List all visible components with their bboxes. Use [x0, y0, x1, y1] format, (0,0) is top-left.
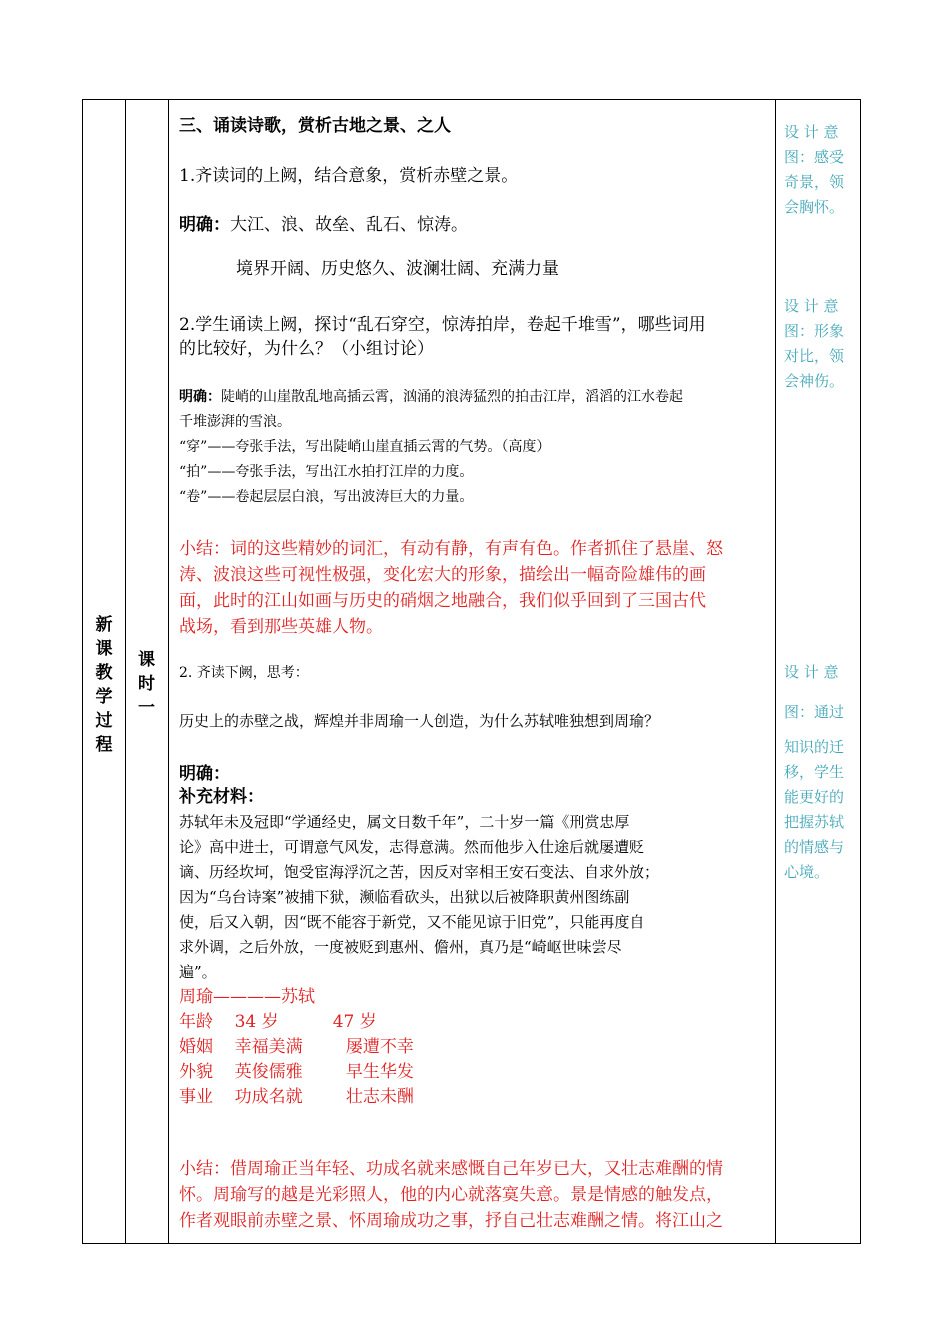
question-2-answer-line: 千堆澎湃的雪浪。: [179, 414, 291, 430]
design-note-line: 会神伤。: [784, 372, 845, 390]
design-note-line: 的情感与: [784, 838, 845, 856]
word-analysis-chuan: “穿”——夸张手法，写出陡峭山崖直插云霄的气势。（高度）: [179, 439, 551, 455]
summary-1-line: 小结：词的这些精妙的词汇，有动有静，有声有色。作者抓住了悬崖、怒: [179, 539, 723, 559]
question-2-line: 2.学生诵读上阙，探讨“乱石穿空，惊涛拍岸，卷起千堆雪”，哪些词用: [179, 315, 706, 335]
design-note-line: 会胸怀。: [784, 198, 845, 216]
design-note-line: 知识的迁: [784, 738, 845, 756]
phase-label-char: 课: [95, 639, 113, 659]
lesson-content: [179, 100, 769, 1243]
period-label: [125, 648, 168, 720]
design-note-line: 心境。: [784, 863, 830, 881]
question-3-answer-label: 明确：: [179, 764, 230, 784]
comparison-line: 年龄 34 岁 47 岁: [179, 1012, 377, 1032]
period-label-char: 时: [138, 674, 155, 694]
material-line: 论》高中进士，可谓意气风发，志得意满。然而他步入仕途后就屡遭贬: [179, 838, 645, 856]
design-note-line: 把握苏轼: [784, 813, 845, 831]
design-notes-column: [784, 100, 858, 1243]
material-line: 求外调，之后外放，一度被贬到惠州、儋州，真乃是“崎岖世味尝尽: [179, 938, 622, 956]
summary-2-line: 怀。周瑜写的越是光彩照人，他的内心就落寞失意。景是情感的触发点，: [179, 1185, 723, 1205]
word-analysis-pai: “拍”——夸张手法，写出江水拍打江岸的力度。: [179, 464, 474, 480]
summary-1-line: 战场，看到那些英雄人物。: [179, 617, 383, 637]
question-1: 1.齐读词的上阙，结合意象，赏析赤壁之景。: [179, 166, 519, 186]
material-line: 因为“乌台诗案”被捕下狱，濒临看砍头，出狱以后被降职黄州图练副: [179, 888, 630, 906]
design-note-line: 设 计 意: [784, 297, 839, 315]
material-line: 谪、历经坎坷，饱受宦海浮沉之苦，因反对宰相王安石变法、自求外放；: [179, 863, 660, 881]
comparison-line: 周瑜————苏轼: [179, 987, 315, 1007]
question-1-answer: [179, 213, 769, 237]
phase-label-char: 学: [95, 687, 113, 707]
material-line: 使，后又入朝，因“既不能容于新党，又不能见谅于旧党”，只能再度自: [179, 913, 645, 931]
design-note-line: 对比，领: [784, 347, 845, 365]
word-analysis-juan: “卷”——卷起层层白浪，写出波涛巨大的力量。: [179, 489, 474, 505]
phase-label-char: 程: [95, 735, 113, 755]
period-label-char: 课: [138, 650, 155, 670]
phase-label-char: 新: [95, 615, 113, 635]
question-3-prompt: 历史上的赤壁之战，辉煌并非周瑜一人创造，为什么苏轼唯独想到周瑜？: [179, 712, 660, 730]
design-note-line: 图：形象: [784, 322, 845, 340]
summary-2-line: 小结：借周瑜正当年轻、功成名就来感慨自己年岁已大，又壮志难酬的情: [179, 1159, 723, 1179]
design-note-line: 图：通过: [784, 703, 845, 721]
design-note-line: 图：感受: [784, 148, 845, 166]
answer-label: 明确：: [179, 389, 221, 405]
summary-1-line: 涛、波浪这些可视性极强，变化宏大的形象，描绘出一幅奇险雄伟的画: [179, 565, 706, 585]
summary-1-line: 面，此时的江山如画与历史的硝烟之地融合，我们似乎回到了三国古代: [179, 591, 706, 611]
phase-label-char: 过: [95, 711, 113, 731]
lesson-plan-table: [82, 99, 861, 1244]
period-label-char: 一: [138, 698, 155, 718]
question-3: 2. 齐读下阙，思考：: [179, 665, 309, 681]
design-note-line: 奇景，领: [784, 173, 845, 191]
answer-label: 明确：: [179, 215, 230, 235]
phase-label: [83, 613, 125, 757]
comparison-line: 事业 功成名就 壮志未酬: [179, 1087, 414, 1107]
question-2-answer: [179, 385, 769, 410]
summary-2-line: 作者观眼前赤壁之景、怀周瑜成功之事，抒自己壮志难酬之情。将江山之: [179, 1211, 723, 1231]
design-note-line: 设 计 意: [784, 663, 839, 681]
question-1-answer-2: 境界开阔、历史悠久、波澜壮阔、充满力量: [236, 259, 559, 279]
material-line: 遍”。: [179, 963, 217, 981]
column-divider: [168, 100, 169, 1243]
design-note-line: 设 计 意: [784, 123, 839, 141]
comparison-line: 外貌 英俊儒雅 早生华发: [179, 1062, 414, 1082]
material-label: 补充材料：: [179, 787, 264, 807]
comparison-line: 婚姻 幸福美满 屡遭不幸: [179, 1037, 414, 1057]
material-line: 苏轼年未及冠即“学通经史，属文日数千年”，二十岁一篇《刑赏忠厚: [179, 813, 630, 831]
answer-text: 陡峭的山崖散乱地高插云霄，汹涌的浪涛猛烈的拍击江岸，滔滔的江水卷起: [221, 389, 683, 405]
period-label-column: [125, 100, 168, 1243]
section-title: 三、诵读诗歌，赏析古地之景、之人: [179, 116, 451, 136]
phase-label-column: [83, 100, 125, 1243]
design-note-line: 能更好的: [784, 788, 845, 806]
answer-text: 大江、浪、故垒、乱石、惊涛。: [230, 215, 468, 235]
design-note-line: 移，学生: [784, 763, 845, 781]
phase-label-char: 教: [95, 663, 113, 683]
question-2-line: 的比较好，为什么？（小组讨论）: [179, 339, 434, 359]
